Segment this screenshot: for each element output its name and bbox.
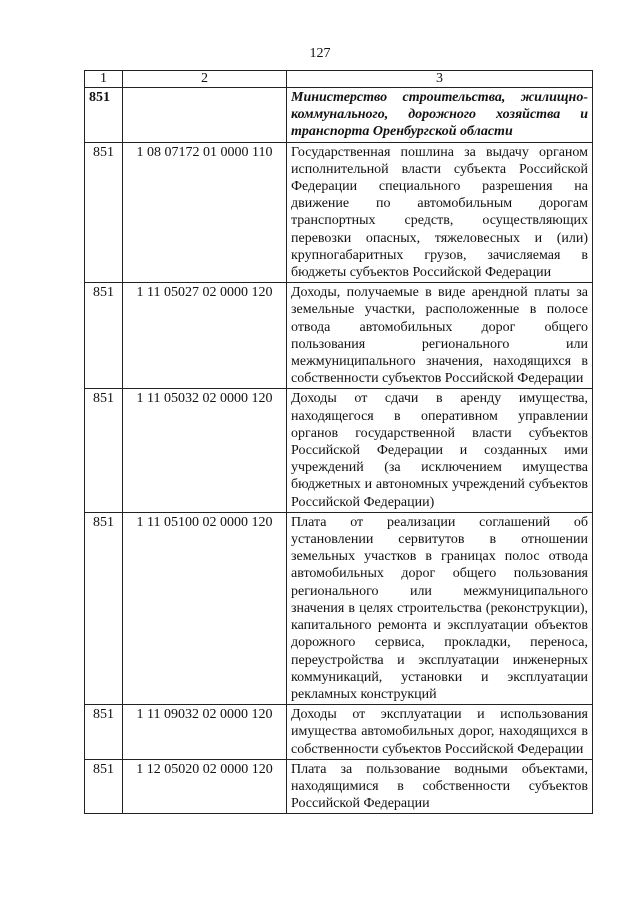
table-row [85, 389, 593, 512]
row-admin-code: 851 [85, 759, 123, 814]
row-admin-code: 851 [85, 705, 123, 760]
section-admin-code: 851 [85, 88, 123, 143]
row-revenue-name: Государственная пошлина за выдачу органом исполнительной власти субъекта Российской Федерации специального разрешения на движение по автомобильным дорогам транспортных средств, осуществляющих перевозки опасных, тяжеловесных и (или) крупногабаритных грузов, зачисляемая в бюджеты субъектов Российской Федерации [287, 142, 593, 283]
row-revenue-name: Доходы от эксплуатации и использования имущества автомобильных дорог, находящихся в собственности субъектов Российской Федерации [287, 705, 593, 760]
row-revenue-code: 1 11 05032 02 0000 120 [123, 389, 287, 512]
column-header-3: 3 [287, 71, 593, 88]
section-row [85, 88, 593, 143]
column-header-1: 1 [85, 71, 123, 88]
row-revenue-code: 1 08 07172 01 0000 110 [123, 142, 287, 283]
row-admin-code: 851 [85, 389, 123, 512]
row-revenue-name: Плата от реализации соглашений об установлении сервитутов в отношении земельных участков в границах полос отвода автомобильных дорог общего пользования регионального или межмуниципального значения в целях строительства (реконструкции), капитального ремонта и эксплуатации объектов дорожного сервиса, прокладки, переноса, переустройства и эксплуатации инженерных коммуникаций, установки и эксплуатации рекламных конструкций [287, 512, 593, 704]
table-row [85, 512, 593, 704]
row-revenue-code: 1 11 05100 02 0000 120 [123, 512, 287, 704]
section-ministry-name: Министерство строительства, жилищно-коммунального, дорожного хозяйства и транспорта Оренбургской области [287, 88, 593, 143]
table-row [85, 142, 593, 283]
section-revenue-code [123, 88, 287, 143]
table-row [85, 759, 593, 814]
row-revenue-name: Доходы от сдачи в аренду имущества, находящегося в оперативном управлении органов государственной власти субъектов Российской Федерации и созданных ими учреждений (за исключением имущества бюджетных и автономных учреждений субъектов Российской Федерации) [287, 389, 593, 512]
row-revenue-name: Доходы, получаемые в виде арендной платы за земельные участки, расположенные в полосе отвода автомобильных дорог общего пользования регионального или межмуниципального значения, находящихся в собственности субъектов Российской Федерации [287, 283, 593, 389]
row-revenue-code: 1 11 05027 02 0000 120 [123, 283, 287, 389]
revenue-codes-table [84, 70, 593, 814]
row-revenue-name: Плата за пользование водными объектами, находящимися в собственности субъектов Российской Федерации [287, 759, 593, 814]
row-revenue-code: 1 12 05020 02 0000 120 [123, 759, 287, 814]
page-number: 127 [309, 46, 331, 61]
row-admin-code: 851 [85, 283, 123, 389]
table-row [85, 283, 593, 389]
table-header-row [85, 71, 593, 88]
table-row [85, 705, 593, 760]
row-revenue-code: 1 11 09032 02 0000 120 [123, 705, 287, 760]
row-admin-code: 851 [85, 512, 123, 704]
row-admin-code: 851 [85, 142, 123, 283]
column-header-2: 2 [123, 71, 287, 88]
